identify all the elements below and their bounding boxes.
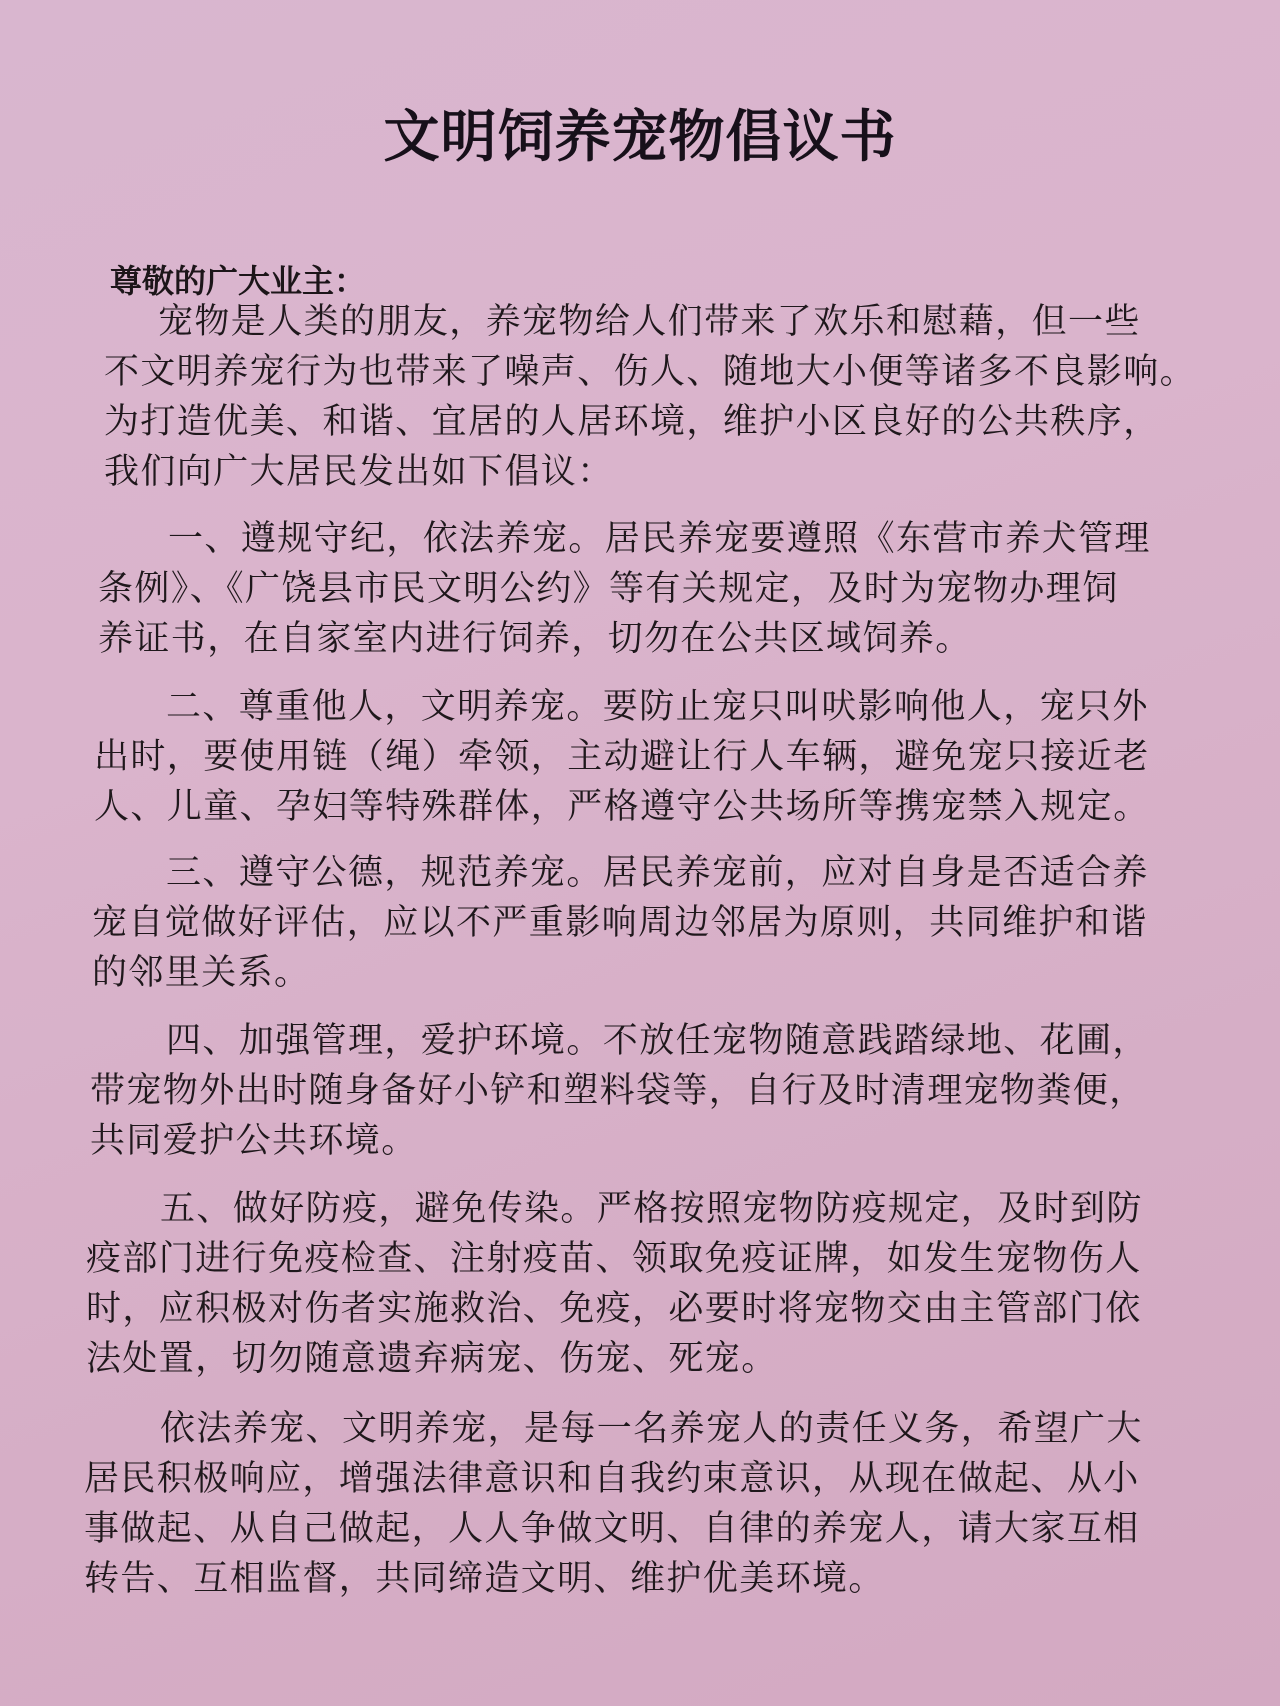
- body-line: 法处置，切勿随意遗弃病宠、伤宠、死宠。: [86, 1339, 778, 1379]
- body-line: 宠物是人类的朋友，养宠物给人们带来了欢乐和慰藉，但一些: [158, 302, 1141, 342]
- body-line: 四、加强管理，爱护环境。不放任宠物随意践踏绿地、花圃，: [166, 1021, 1149, 1061]
- body-line: 共同爱护公共环境。: [90, 1121, 418, 1161]
- body-line: 二、尊重他人，文明养宠。要防止宠只叫吠影响他人，宠只外: [166, 687, 1149, 727]
- body-line: 养证书，在自家室内进行饲养，切勿在公共区域饲养。: [98, 619, 972, 659]
- body-line: 依法养宠、文明养宠，是每一名养宠人的责任义务，希望广大: [160, 1409, 1143, 1449]
- body-line: 人、儿童、孕妇等特殊群体，严格遵守公共场所等携宠禁入规定。: [94, 787, 1150, 827]
- body-line: 三、遵守公德，规范养宠。居民养宠前，应对自身是否适合养: [166, 853, 1149, 893]
- body-line: 带宠物外出时随身备好小铲和塑料袋等，自行及时清理宠物粪便，: [90, 1071, 1146, 1111]
- body-line: 条例》、《广饶县市民文明公约》等有关规定，及时为宠物办理饲: [98, 569, 1119, 609]
- body-line: 我们向广大居民发出如下倡议：: [104, 452, 614, 492]
- body-line: 事做起、从自己做起，人人争做文明、自律的养宠人，请大家互相: [84, 1509, 1140, 1549]
- body-line: 五、做好防疫，避免传染。严格按照宠物防疫规定，及时到防: [160, 1189, 1143, 1229]
- salutation: 尊敬的广大业主：: [110, 262, 367, 300]
- body-line: 宠自觉做好评估，应以不严重影响周边邻居为原则，共同维护和谐: [92, 903, 1148, 943]
- body-line: 不文明养宠行为也带来了噪声、伤人、随地大小便等诸多不良影响。: [104, 352, 1197, 392]
- document-title: 文明饲养宠物倡议书: [383, 105, 897, 170]
- body-line: 为打造优美、和谐、宜居的人居环境，维护小区良好的公共秩序，: [104, 402, 1160, 442]
- body-line: 疫部门进行免疫检查、注射疫苗、领取免疫证牌，如发生宠物伤人: [86, 1239, 1142, 1279]
- body-line: 出时，要使用链（绳）牵领，主动避让行人车辆，避免宠只接近老: [94, 737, 1150, 777]
- body-line: 一、遵规守纪，依法养宠。居民养宠要遵照《东营市养犬管理: [168, 519, 1151, 559]
- body-line: 时，应积极对伤者实施救治、免疫，必要时将宠物交由主管部门依: [86, 1289, 1142, 1329]
- body-line: 居民积极响应，增强法律意识和自我约束意识，从现在做起、从小: [84, 1459, 1140, 1499]
- body-line: 的邻里关系。: [92, 953, 311, 993]
- body-line: 转告、互相监督，共同缔造文明、维护优美环境。: [84, 1559, 885, 1599]
